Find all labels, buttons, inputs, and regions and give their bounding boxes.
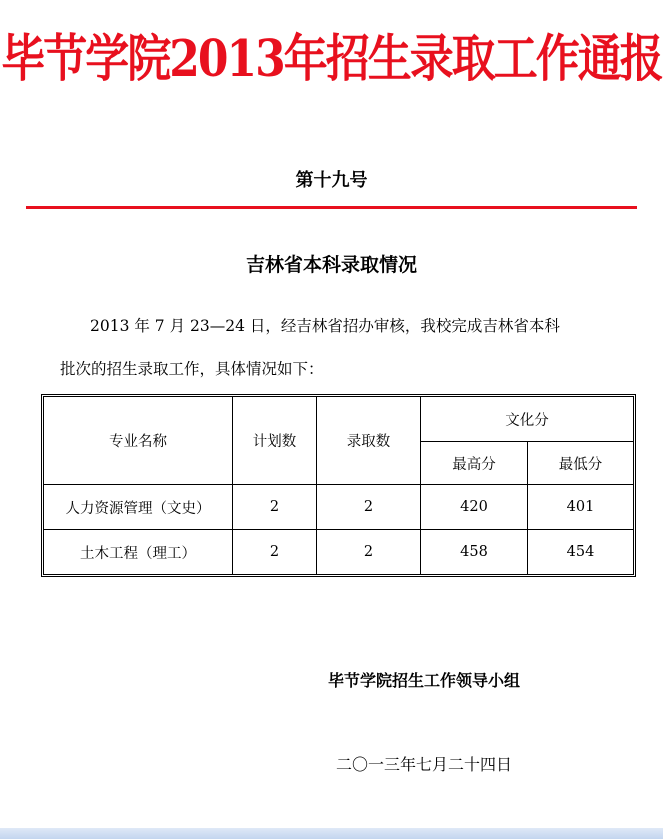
table-row — [44, 485, 634, 530]
cell-major: 土木工程（理工） — [44, 530, 233, 575]
issue-number: 第十九号 — [295, 170, 368, 191]
cell-min: 401 — [528, 485, 634, 530]
section-title: 吉林省本科录取情况 — [245, 254, 417, 276]
cell-major: 人力资源管理（文史） — [44, 485, 233, 530]
taskbar — [0, 828, 663, 839]
cell-admitted: 2 — [317, 485, 421, 530]
table-row — [44, 530, 634, 575]
header-culture-score: 文化分 — [421, 397, 634, 442]
header-planned: 计划数 — [233, 397, 317, 485]
document-title: 毕节学院2013年招生录取工作通报 — [1, 30, 662, 89]
header-max-score: 最高分 — [421, 442, 528, 485]
signature: 毕节学院招生工作领导小组 — [328, 671, 521, 690]
body-line-1: 2013 年 7 月 23—24 日，经吉林省招办审核，我校完成吉林省本科 — [90, 317, 560, 335]
cell-min: 454 — [528, 530, 634, 575]
admission-table — [43, 396, 634, 575]
header-admitted: 录取数 — [317, 397, 421, 485]
red-divider — [26, 206, 637, 209]
cell-max: 458 — [421, 530, 528, 575]
cell-planned: 2 — [233, 485, 317, 530]
cell-admitted: 2 — [317, 530, 421, 575]
body-line-2: 批次的招生录取工作，具体情况如下： — [60, 360, 324, 378]
date: 二〇一三年七月二十四日 — [336, 755, 513, 774]
body-paragraph — [60, 305, 640, 391]
cell-max: 420 — [421, 485, 528, 530]
header-min-score: 最低分 — [528, 442, 634, 485]
header-major: 专业名称 — [44, 397, 233, 485]
cell-planned: 2 — [233, 530, 317, 575]
